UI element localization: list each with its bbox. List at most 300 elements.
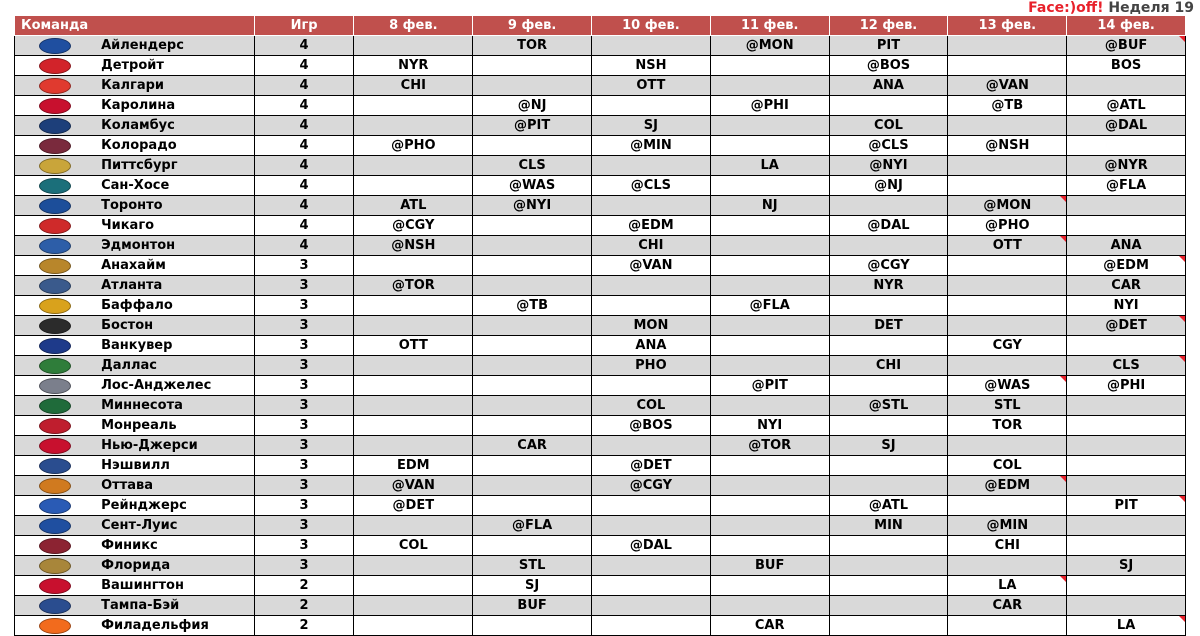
game-cell [592,556,711,576]
games-count: 3 [254,476,354,496]
game-cell: @NYI [473,196,592,216]
flyers-logo [39,618,71,634]
game-cell: @DAL [1067,116,1186,136]
game-cell: @PIT [473,116,592,136]
table-row [15,116,1186,136]
team-name: Монреаль [95,416,254,436]
game-cell: @TOR [710,436,829,456]
game-cell [710,576,829,596]
game-cell [948,496,1067,516]
game-cell [948,276,1067,296]
column-header-games: Игр [254,16,354,36]
game-cell: @PHI [710,96,829,116]
game-cell [710,396,829,416]
games-count: 3 [254,416,354,436]
canucks-logo [39,338,71,354]
game-cell [710,76,829,96]
games-count: 2 [254,616,354,636]
game-cell [473,536,592,556]
game-cell: ATL [354,196,473,216]
team-logo-cell [15,516,96,536]
game-cell: @TB [948,96,1067,116]
game-cell [592,96,711,116]
game-cell: CHI [829,356,948,376]
games-count: 4 [254,76,354,96]
game-cell [948,176,1067,196]
team-name: Финикс [95,536,254,556]
game-cell [473,496,592,516]
team-logo-cell [15,36,96,56]
table-row [15,336,1186,356]
schedule-table [14,15,1186,636]
game-cell: MON [592,316,711,336]
games-count: 4 [254,136,354,156]
blackhawks-logo [39,218,71,234]
team-name: Нью-Джерси [95,436,254,456]
game-cell [354,436,473,456]
game-cell: @ATL [1067,96,1186,116]
team-logo-cell [15,536,96,556]
game-cell [354,96,473,116]
team-logo-cell [15,616,96,636]
game-cell [592,276,711,296]
game-cell: BUF [473,596,592,616]
team-logo-cell [15,336,96,356]
team-logo-cell [15,136,96,156]
game-cell [354,296,473,316]
game-cell: @CGY [592,476,711,496]
game-cell [354,36,473,56]
table-row [15,556,1186,576]
table-row [15,356,1186,376]
game-cell: @NYR [1067,156,1186,176]
team-logo-cell [15,596,96,616]
games-count: 2 [254,576,354,596]
week-label: Неделя 19 [1108,0,1194,16]
game-cell [829,476,948,496]
table-row [15,296,1186,316]
game-cell: STL [948,396,1067,416]
game-cell: NYI [710,416,829,436]
game-cell [473,256,592,276]
game-cell [592,296,711,316]
game-cell [1067,136,1186,156]
game-cell: SJ [829,436,948,456]
game-cell: @EDM [592,216,711,236]
game-cell: CLS [1067,356,1186,376]
game-cell [710,516,829,536]
table-row [15,276,1186,296]
game-cell: NYR [829,276,948,296]
game-cell: @EDM [948,476,1067,496]
game-cell: CAR [473,436,592,456]
games-count: 4 [254,176,354,196]
game-cell [473,416,592,436]
games-count: 4 [254,56,354,76]
sharks-logo [39,178,71,194]
game-cell [829,576,948,596]
game-cell: ANA [829,76,948,96]
column-header-day: 14 фев. [1067,16,1186,36]
team-logo-cell [15,256,96,276]
game-cell [354,616,473,636]
game-cell: MIN [829,516,948,536]
game-cell: @DET [1067,316,1186,336]
game-cell [354,316,473,336]
games-count: 3 [254,496,354,516]
game-cell [592,596,711,616]
games-count: 4 [254,156,354,176]
game-cell [948,256,1067,276]
game-cell [710,116,829,136]
blues-logo [39,518,71,534]
game-cell: @ATL [829,496,948,516]
game-cell [1067,476,1186,496]
game-cell: COL [592,396,711,416]
blue-jackets-logo [39,118,71,134]
games-count: 3 [254,356,354,376]
game-cell: @PHO [948,216,1067,236]
team-name: Колорадо [95,136,254,156]
column-header-day: 13 фев. [948,16,1067,36]
team-name: Лос-Анджелес [95,376,254,396]
game-cell: CLS [473,156,592,176]
game-cell [948,616,1067,636]
game-cell [710,236,829,256]
team-name: Торонто [95,196,254,216]
game-cell: @NSH [354,236,473,256]
game-cell [1067,216,1186,236]
table-row [15,256,1186,276]
game-cell: TOR [948,416,1067,436]
games-count: 4 [254,196,354,216]
sabres-logo [39,298,71,314]
game-cell [354,116,473,136]
games-count: 3 [254,316,354,336]
game-cell [473,236,592,256]
game-cell [354,156,473,176]
team-name: Эдмонтон [95,236,254,256]
game-cell [473,616,592,636]
team-name: Коламбус [95,116,254,136]
game-cell: @CGY [354,216,473,236]
team-name: Каролина [95,96,254,116]
game-cell: ANA [592,336,711,356]
game-cell: SJ [473,576,592,596]
games-count: 3 [254,376,354,396]
game-cell [710,596,829,616]
game-cell: NJ [710,196,829,216]
game-cell: LA [710,156,829,176]
game-cell [592,36,711,56]
game-cell: EDM [354,456,473,476]
game-cell: @WAS [948,376,1067,396]
team-name: Даллас [95,356,254,376]
game-cell: PHO [592,356,711,376]
team-logo-cell [15,296,96,316]
game-cell: SJ [592,116,711,136]
game-cell: COL [948,456,1067,476]
game-cell: @CLS [829,136,948,156]
game-cell: PIT [829,36,948,56]
team-logo-cell [15,176,96,196]
column-header-day: 10 фев. [592,16,711,36]
game-cell [354,376,473,396]
team-logo-cell [15,576,96,596]
stars-logo [39,358,71,374]
header-row [15,16,1186,36]
hurricanes-logo [39,98,71,114]
thrashers-logo [39,278,71,294]
column-header-day: 8 фев. [354,16,473,36]
games-count: 4 [254,36,354,56]
table-row [15,516,1186,536]
game-cell [473,216,592,236]
game-cell [592,436,711,456]
game-cell [829,96,948,116]
game-cell: @EDM [1067,256,1186,276]
game-cell: @NJ [829,176,948,196]
team-logo-cell [15,476,96,496]
game-cell [829,236,948,256]
team-logo-cell [15,436,96,456]
game-cell [829,616,948,636]
game-cell [473,356,592,376]
team-logo-cell [15,456,96,476]
team-logo-cell [15,96,96,116]
game-cell: @PIT [710,376,829,396]
game-cell [710,176,829,196]
game-cell: NYI [1067,296,1186,316]
maple-leafs-logo [39,198,71,214]
team-name: Вашингтон [95,576,254,596]
game-cell [473,456,592,476]
games-count: 3 [254,256,354,276]
game-cell [948,316,1067,336]
table-row [15,96,1186,116]
game-cell: @DAL [829,216,948,236]
game-cell [710,476,829,496]
game-cell [710,456,829,476]
games-count: 3 [254,516,354,536]
team-name: Миннесота [95,396,254,416]
table-row [15,576,1186,596]
game-cell [473,276,592,296]
table-row [15,176,1186,196]
oilers-logo [39,238,71,254]
game-cell [1067,196,1186,216]
game-cell [592,376,711,396]
game-cell: CAR [948,596,1067,616]
predators-logo [39,458,71,474]
games-count: 3 [254,536,354,556]
game-cell: CHI [592,236,711,256]
table-row [15,36,1186,56]
team-name: Детройт [95,56,254,76]
game-cell [829,596,948,616]
game-cell [473,376,592,396]
game-cell [354,176,473,196]
game-cell: TOR [473,36,592,56]
penguins-logo [39,158,71,174]
team-logo-cell [15,356,96,376]
wild-logo [39,398,71,414]
game-cell [710,356,829,376]
game-cell: BUF [710,556,829,576]
game-cell [710,136,829,156]
game-cell [829,296,948,316]
devils-logo [39,438,71,454]
game-cell [710,316,829,336]
game-cell: @FLA [473,516,592,536]
table-row [15,316,1186,336]
game-cell [829,536,948,556]
game-cell: @TOR [354,276,473,296]
game-cell [592,576,711,596]
kings-logo [39,378,71,394]
games-count: 3 [254,396,354,416]
team-name: Рейнджерс [95,496,254,516]
team-name: Филадельфия [95,616,254,636]
column-header-team: Команда [15,16,255,36]
game-cell [710,56,829,76]
table-row [15,616,1186,636]
game-cell: CHI [948,536,1067,556]
brand-accent: Face:)off! [1028,0,1104,16]
team-logo-cell [15,196,96,216]
game-cell: OTT [948,236,1067,256]
ducks-logo [39,258,71,274]
team-name: Сент-Луис [95,516,254,536]
game-cell: @MON [948,196,1067,216]
game-cell [1067,436,1186,456]
game-cell: @MON [710,36,829,56]
game-cell: @NJ [473,96,592,116]
team-name: Тампа-Бэй [95,596,254,616]
game-cell [829,556,948,576]
game-cell [948,36,1067,56]
game-cell: @PHI [1067,376,1186,396]
game-cell [948,116,1067,136]
team-name: Питтсбург [95,156,254,176]
game-cell [473,136,592,156]
game-cell [473,316,592,336]
games-count: 4 [254,116,354,136]
game-cell: @NSH [948,136,1067,156]
game-cell: NYR [354,56,473,76]
game-cell [473,56,592,76]
game-cell: OTT [354,336,473,356]
table-row [15,156,1186,176]
game-cell [592,496,711,516]
game-cell [354,576,473,596]
team-name: Ванкувер [95,336,254,356]
table-row [15,416,1186,436]
team-logo-cell [15,496,96,516]
games-count: 3 [254,456,354,476]
game-cell [710,536,829,556]
game-cell: @VAN [354,476,473,496]
brand-title [1028,0,1194,16]
team-logo-cell [15,316,96,336]
table-row [15,536,1186,556]
team-logo-cell [15,56,96,76]
column-header-day: 11 фев. [710,16,829,36]
table-row [15,456,1186,476]
game-cell [354,396,473,416]
bruins-logo [39,318,71,334]
game-cell [948,56,1067,76]
game-cell [948,356,1067,376]
team-name: Оттава [95,476,254,496]
game-cell [948,436,1067,456]
games-count: 3 [254,336,354,356]
canadiens-logo [39,418,71,434]
column-header-day: 9 фев. [473,16,592,36]
games-count: 4 [254,236,354,256]
team-name: Бостон [95,316,254,336]
game-cell [710,276,829,296]
game-cell [829,456,948,476]
team-logo-cell [15,556,96,576]
game-cell [829,336,948,356]
game-cell [473,396,592,416]
game-cell: @DET [354,496,473,516]
games-count: 4 [254,96,354,116]
table-row [15,136,1186,156]
game-cell: @VAN [948,76,1067,96]
game-cell: @FLA [710,296,829,316]
team-logo-cell [15,396,96,416]
game-cell: @TB [473,296,592,316]
table-row [15,376,1186,396]
game-cell: OTT [592,76,711,96]
game-cell: @CGY [829,256,948,276]
table-row [15,56,1186,76]
team-logo-cell [15,76,96,96]
game-cell [710,216,829,236]
game-cell: CHI [354,76,473,96]
game-cell: STL [473,556,592,576]
table-row [15,596,1186,616]
panthers-logo [39,558,71,574]
game-cell [1067,516,1186,536]
game-cell: @BUF [1067,36,1186,56]
coyotes-logo [39,538,71,554]
game-cell [1067,76,1186,96]
game-cell [1067,416,1186,436]
team-name: Атланта [95,276,254,296]
game-cell: @FLA [1067,176,1186,196]
game-cell: ANA [1067,236,1186,256]
lightning-logo [39,598,71,614]
game-cell: COL [829,116,948,136]
games-count: 2 [254,596,354,616]
game-cell: CGY [948,336,1067,356]
game-cell [354,516,473,536]
game-cell: @PHO [354,136,473,156]
game-cell: @WAS [473,176,592,196]
table-row [15,76,1186,96]
game-cell [592,156,711,176]
game-cell [1067,536,1186,556]
team-logo-cell [15,236,96,256]
game-cell [354,556,473,576]
team-name: Чикаго [95,216,254,236]
avalanche-logo [39,138,71,154]
game-cell: @MIN [592,136,711,156]
game-cell [948,156,1067,176]
